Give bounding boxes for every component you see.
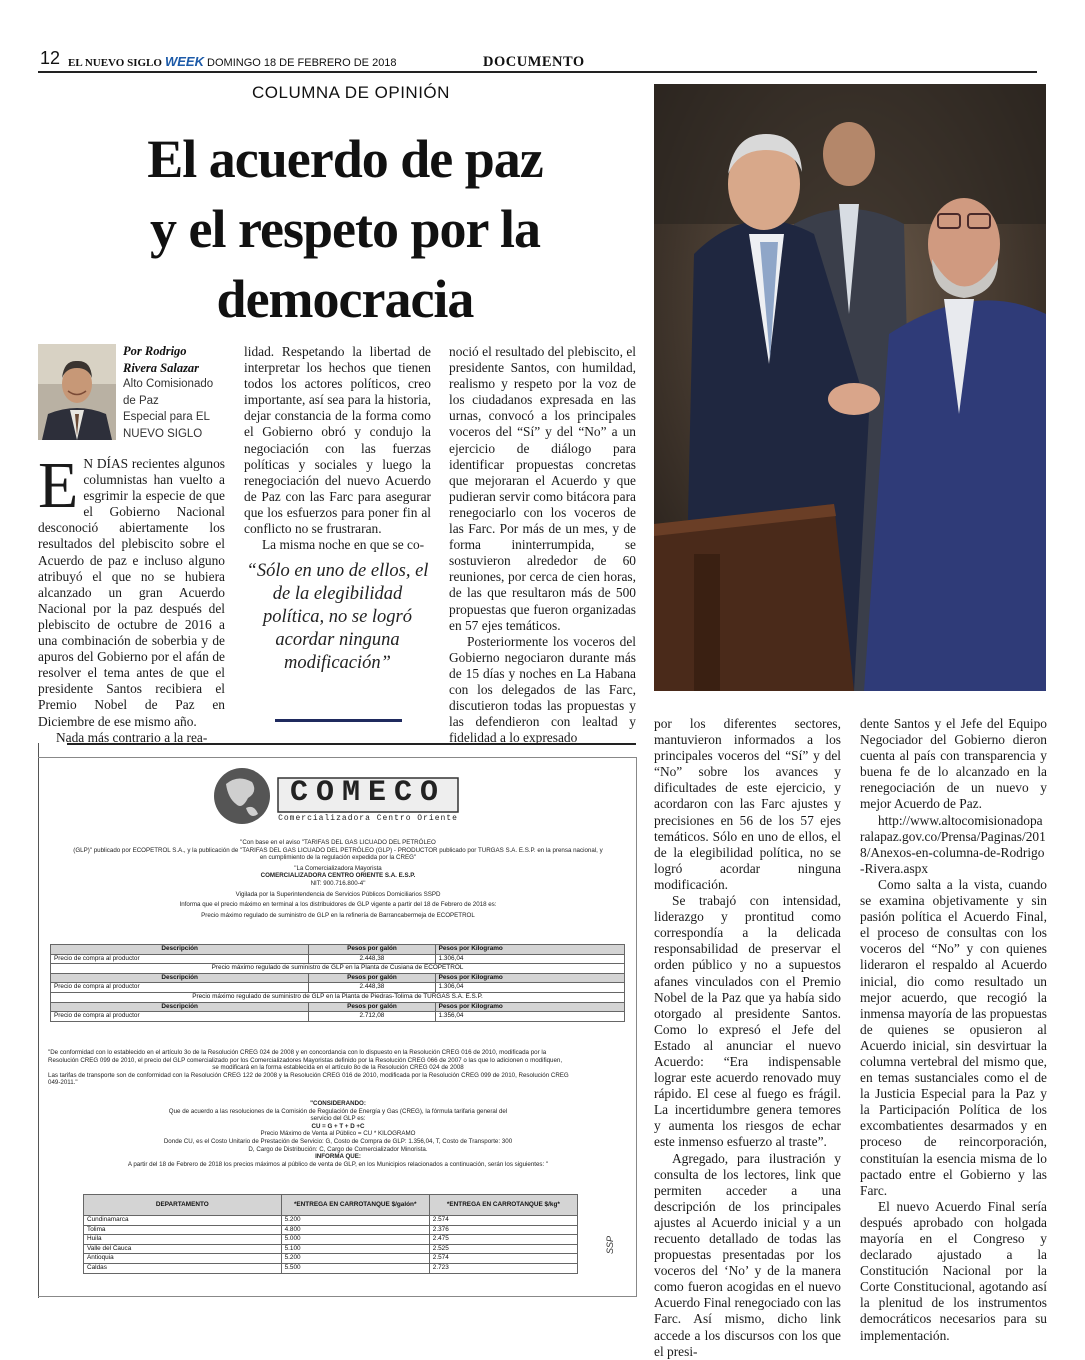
ad-line: (GLP)" publicado por ECOPETROL S.A., y la publicación de "TARIFAS DEL GAS LICUADO DEL PETRÓLEO (GLP) - PRODUCTOR publicado por TURGAS S.A. E.S.P. en la prensa nacional, y xyxy=(73,846,603,854)
table-cell: 5.500 xyxy=(281,1263,429,1273)
article-column-3 xyxy=(449,344,636,746)
paragraph: por los diferentes sectores, mantuvieron informados a los principales voceros del “Sí” y del “No” sobre los avances y dificultades de este ejercicio, y acordaron con las Farc ajustes y precisiones en 56 de los 57 ejes temáticos. Sólo en uno de ellos, el de la elegibilidad política, no se logró acordar ninguna modificación. xyxy=(654,716,841,892)
column-header: Pesos por Kilogramo xyxy=(435,945,624,955)
column-header: Pesos por Kilogramo xyxy=(435,1002,624,1012)
table-cell: Antioquia xyxy=(84,1254,282,1264)
week-label: WEEK xyxy=(164,54,204,69)
ad-intro xyxy=(48,839,628,919)
paragraph: noció el resultado del plebiscito, el presidente Santos, con humildad, realismo y respeto por la voz de los ciudadanos expresada en las urnas, convocó a los principales voceros del “Sí” y del “No” a un ejercicio de diálogo para identificar propuestas concretas que mejoraran el Acuerdo y que pudieran servir como bitácora para renegociarlo con los voceros de las Farc. Por más de un mes, y de forma ininterrumpida, se sostuvieron alrededor de 60 reuniones, por cerca de cien horas, de las que resultaron más de 500 propuestas que fueron organizadas en 57 ejes temáticos. xyxy=(449,344,636,633)
article-column-1 xyxy=(38,449,225,746)
headline xyxy=(40,124,650,334)
column-header: *ENTREGA EN CARROTANQUE $/galón* xyxy=(281,1195,429,1216)
ad-line: A partir del 18 de Febrero de 2018 los precios máximos al público de venta de GLP, en los Municipios relacionados a continuación, serán los siguientes: " xyxy=(127,1160,549,1168)
table-row xyxy=(84,1235,578,1245)
ad-line: en cumplimiento de la regulación expedida por la CREG" xyxy=(259,854,417,862)
author-name: Rivera Salazar xyxy=(123,360,200,375)
table-cell: Precio de compra al productor xyxy=(51,983,309,993)
article-column-5 xyxy=(860,716,1047,1344)
table-cell: Precio de compra al productor xyxy=(51,954,309,964)
column-header: Descripción xyxy=(51,973,309,983)
ad-line: D, Cargo de Distribución: C, Cargo de Comercializador Minorista. xyxy=(248,1145,428,1153)
table-cell: 2.723 xyxy=(429,1263,577,1273)
paragraph: Nada más contrario a la rea- xyxy=(56,729,208,745)
ad-legal-text xyxy=(48,1049,628,1087)
table-cell: 2.448,38 xyxy=(309,954,435,964)
table-cell: Huila xyxy=(84,1235,282,1245)
column-header: Pesos por galón xyxy=(309,945,435,955)
page-number: 12 xyxy=(40,48,61,68)
table-row xyxy=(51,1012,625,1022)
table-row xyxy=(51,983,625,993)
section-label: DOCUMENTO xyxy=(483,54,585,70)
table-cell: 2.525 xyxy=(429,1244,577,1254)
table-cell: 4.800 xyxy=(281,1225,429,1235)
ad-line: Precio máximo regulado de suministro de GLP en la refinería de Barrancabermeja de ECOPETROL xyxy=(201,911,475,919)
table-cell: 2.448,38 xyxy=(309,983,435,993)
paragraph: Como salta a la vista, cuando se examina objetivamente y sin pasión política el Acuerdo Final, el proceso de consultas con los voceros del “No” y con quienes lideraron el respaldo al Acuerdo inicial, dio como resultado un mejor acuerdo, que recogió la inmensa mayoría de las propuestas de quienes se opusieron al Acuerdo inicial, sin desvirtuar la columna vertebral del mismo que, en temas sustanciales como el de la Justicia Especial para la Paz y la Participación Política de los excombatientes desarmados y en proceso de reincorporación, constituían la esencia misma de lo pactado entre el Gobierno y las Farc. xyxy=(860,876,1047,1198)
table-section-title: Precio máximo regulado de suministro de GLP en la Planta de Piedras-Tolima de TURGAS S.A. E.S.P. xyxy=(51,992,625,1002)
table-cell: 5.200 xyxy=(281,1216,429,1226)
column-header: DEPARTAMENTO xyxy=(84,1195,282,1216)
table-row xyxy=(84,1244,578,1254)
ad-subtitle: "CONSIDERANDO: xyxy=(310,1100,366,1107)
column-header: Pesos por galón xyxy=(309,1002,435,1012)
author-role: Especial para EL xyxy=(123,411,210,423)
pull-quote-rule xyxy=(275,719,402,722)
masthead xyxy=(68,54,397,69)
paragraph: La misma noche en que se co- xyxy=(262,537,425,553)
issue-date: DOMINGO 18 DE FEBRERO DE 2018 xyxy=(207,57,397,69)
column-header: Pesos por Kilogramo xyxy=(435,973,624,983)
kicker: COLUMNA DE OPINIÓN xyxy=(252,83,450,102)
table-cell: 5.100 xyxy=(281,1244,429,1254)
paragraph: Se trabajó con intensidad, liderazgo y prontitud como correspondía a la delicada responsabilidad de preservar el orden público y no a supuestos afanes vinculados con el Premio Nobel de la Paz que ya había sido otorgado al presidente Santos. Como lo expresó el Jefe del Estado al anunciar el nuevo Acuerdo: “Era indispensable lograr este acuerdo renovado muy rápido. El cese al fuego es frágil. La incertidumbre genera temores y aumenta los riesgos de echar este inmenso esfuerzo al traste”. xyxy=(654,893,841,1150)
pull-quote: “Sólo en uno de ellos, el de la elegibilidad política, no se logró acordar ninguna modificación” xyxy=(246,561,429,673)
department-price-table xyxy=(83,1194,578,1274)
table-cell: 2.574 xyxy=(429,1216,577,1226)
ad-line: Resolución CREG 099 de 2010, el precio del GLP comercializado por los Comercializadores Mayoristas definido por la Resolución CREG 066 de 2007 o las que lo adicionen o modifiquen, xyxy=(48,1056,563,1064)
ad-subtitle: INFORMA QUE: xyxy=(315,1153,361,1161)
author-portrait xyxy=(38,344,116,440)
table-cell: Valle del Cauca xyxy=(84,1244,282,1254)
table-section-row xyxy=(51,964,625,974)
table-header-row xyxy=(51,973,625,983)
ad-considerando xyxy=(48,1100,628,1168)
table-row xyxy=(84,1225,578,1235)
paragraph: lidad. Respetando la libertad de interpretar los hechos que tienen todos los actores políticos, creo importante, así sea para la historia, dejar constancia de la forma como el Gobierno obró y condujo la negociación con las fuerzas políticas y sociales y luego la renegociación del nuevo Acuerdo de Paz con las Farc para asegurar que los esfuerzos para poner fin al conflicto no se frustraran. xyxy=(244,344,431,537)
ad-line: Precio Máximo de Venta al Público = CU * KILOGRAMO xyxy=(260,1130,416,1138)
table-row xyxy=(84,1216,578,1226)
ad-line: "De conformidad con lo establecido en el artículo 3o de la Resolución CREG 024 de 2008 y en concordancia con lo dispuesto en la Resolución CREG 016 de 2010, modificada por la xyxy=(48,1049,547,1056)
table-header-row xyxy=(51,945,625,955)
source-link[interactable]: http://www.altocomisionadoparalapaz.gov.co/Prensa/Paginas/2018/Anexos-en-columna-de-Rodrigo-Rivera.aspx xyxy=(860,812,1046,876)
table-cell: 2.574 xyxy=(429,1254,577,1264)
comeco-advertisement xyxy=(38,757,637,1297)
table-cell: Cundinamarca xyxy=(84,1216,282,1226)
paragraph: dente Santos y el Jefe del Equipo Negociador del Gobierno dieron cuenta al país con transparencia y buena fe de lo alcanzado en la renegociación de un nuevo y mejor Acuerdo de Paz. xyxy=(860,716,1047,812)
headline-line: democracia xyxy=(216,269,474,329)
ad-line: Donde CU, es el Costo Unitario de Prestación de Servicio: G, Costo de Compra de GLP: 1.356,04, T, Costo de Transporte: 300 xyxy=(163,1137,513,1145)
paragraph: Posteriormente los voceros del Gobierno negociaron durante más de 15 días y noches en La Habana con los delegados de las Farc, discutieron todas las propuestas y las defendieron con lealtad y fidelidad a lo expresado xyxy=(449,633,636,746)
price-table xyxy=(50,944,625,1022)
table-row xyxy=(84,1254,578,1264)
ssp-mark: SSP xyxy=(605,1236,615,1255)
article-column-2 xyxy=(244,344,431,553)
author-name: Por Rodrigo xyxy=(123,344,187,358)
paragraph: Agregado, para ilustración y consulta de los lectores, link que permiten acceder a una descripción de los principales ajustes al Acuerdo inicial y a un recuento detallado de todas las propuestas presentadas por los voceros del ‘No’ y de la manera como fueron acogidas en el nuevo Acuerdo Final renegociado con las Farc. Así mismo, dicho link accede a los discursos con los que el presi- xyxy=(654,1150,841,1359)
table-cell: 2.376 xyxy=(429,1225,577,1235)
table-cell: 1.306,04 xyxy=(435,954,624,964)
ad-line: 049-2011." xyxy=(48,1079,78,1087)
author-role: NUEVO SIGLO xyxy=(123,427,203,440)
article-photo xyxy=(654,84,1046,691)
byline xyxy=(123,343,233,442)
comeco-logo xyxy=(208,764,468,834)
ad-line: Informa que el precio máximo en terminal a los distribuidores de GLP vigente a partir del 18 de Febrero de 2018 es: xyxy=(179,901,497,909)
header-rule xyxy=(38,71,1037,73)
paragraph: El nuevo Acuerdo Final sería después aprobado con holgada mayoría en el Congreso y declarado ajustado a la Constitución Nacional por la Corte Constitucional, agotando así la plenitud de los instrumentos democráticos necesarios para su implementación. xyxy=(860,1198,1047,1343)
table-header-row xyxy=(84,1195,578,1216)
ad-line: "La Comercializadora Mayorista xyxy=(294,864,382,872)
ad-top-rule xyxy=(67,743,636,745)
drop-cap: E xyxy=(38,449,79,522)
article-column-4 xyxy=(654,716,841,1360)
table-cell: 1.306,04 xyxy=(435,983,624,993)
table-cell: 5.000 xyxy=(281,1235,429,1245)
author-role: de Paz xyxy=(123,394,159,407)
column-header: Descripción xyxy=(51,1002,309,1012)
ad-line: Vigilada por la Superintendencia de Servicios Públicos Domiciliarios SSPD xyxy=(235,890,441,898)
ad-line: servicio del GLP es: xyxy=(310,1115,366,1123)
headline-line: El acuerdo de paz xyxy=(147,129,543,189)
table-section-title: Precio máximo regulado de suministro de GLP en la Planta de Cusiana de ECOPETROL xyxy=(51,964,625,974)
ad-line: "Con base en el aviso "TARIFAS DEL GAS LICUADO DEL PETRÓLEO xyxy=(240,839,436,846)
ad-line: Las tarifas de transporte son de conformidad con la Resolución CREG 122 de 2008 y la Resolución CREG 016 de 2010, modificada por la Resolución CREG 099 de 2010, Resolución CREG xyxy=(48,1071,569,1079)
ad-line: se modificará en la forma establecida en el artículo 8o de la Resolución CREG 024 de 2008 xyxy=(212,1064,464,1072)
logo-subtitle: Comercializadora Centro Oriente xyxy=(278,814,458,823)
table-cell: Precio de compra al productor xyxy=(51,1012,309,1022)
logo-wordmark: COMECO xyxy=(289,776,447,810)
table-cell: 5.200 xyxy=(281,1254,429,1264)
paper-name: EL NUEVO SIGLO xyxy=(68,57,162,69)
column-header: *ENTREGA EN CARROTANQUE $/kg* xyxy=(429,1195,577,1216)
table-cell: Tolima xyxy=(84,1225,282,1235)
table-header-row xyxy=(51,1002,625,1012)
column-header: Descripción xyxy=(51,945,309,955)
table-cell: 2.475 xyxy=(429,1235,577,1245)
table-row xyxy=(51,954,625,964)
ad-line: Que de acuerdo a las resoluciones de la Comisión de Regulación de Energía y Gas (CREG), la fórmula tarifaria general del xyxy=(168,1107,508,1115)
table-cell: Caldas xyxy=(84,1263,282,1273)
paragraph: N DÍAS recientes algunos columnistas han vuelto a esgrimir la especie de que el Gobierno Nacional desconoció abiertamente los resultados del plebiscito sobre el Acuerdo de paz e incluso alguno atribuyó el que no se hubiera alcanzado un gran Acuerdo Nacional por la paz después del plebiscito de octubre de 2016 a una combinación de soberbia y de apuros del Gobierno por el afán de resolver el tema antes de que el presidente Santos recibiera el Premio Nobel de Paz en Diciembre de ese mismo año. xyxy=(38,456,225,729)
table-row xyxy=(84,1263,578,1273)
author-role: Alto Comisionado xyxy=(123,378,214,390)
ad-formula: CU = G + T + D +C xyxy=(311,1122,365,1130)
table-section-row xyxy=(51,992,625,1002)
ad-line: NIT: 900.716.800-4" xyxy=(310,879,366,887)
table-cell: 1.356,04 xyxy=(435,1012,624,1022)
column-header: Pesos por galón xyxy=(309,973,435,983)
ad-company: COMERCIALIZADORA CENTRO ORIENTE S.A. E.S.P. xyxy=(260,872,416,880)
headline-line: y el respeto por la xyxy=(150,199,540,259)
table-cell: 2.712,08 xyxy=(309,1012,435,1022)
